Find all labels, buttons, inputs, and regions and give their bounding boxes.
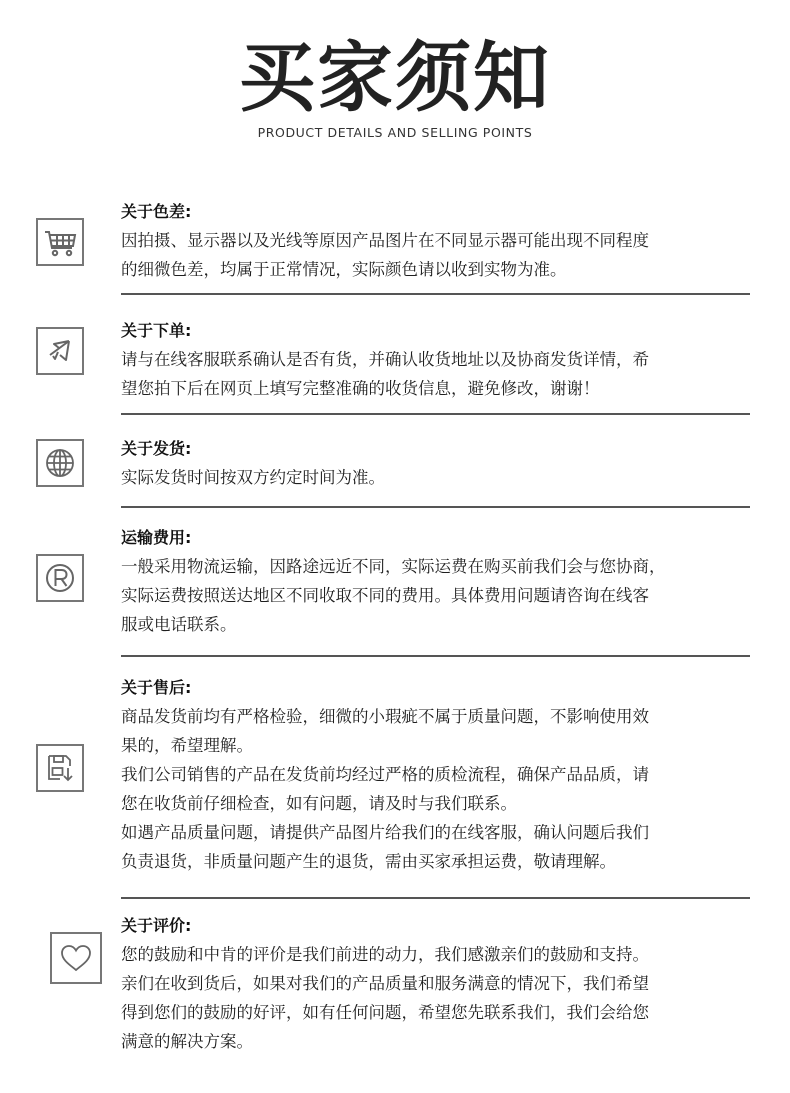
airplane-icon [36,327,84,375]
section-heading: 关于色差: [121,202,192,221]
section-line: 实际发货时间按双方约定时间为准。 [121,468,385,487]
section-text [121,317,741,403]
section-heading: 关于发货: [121,439,192,458]
section-divider [121,897,750,899]
section-line: 商品发货前均有严格检验，细微的小瑕疵不属于质量问题，不影响使用效 [121,707,649,726]
section-line: 因拍摄、显示器以及光线等原因产品图片在不同显示器可能出现不同程度 [121,231,649,250]
section-divider [121,293,750,295]
section-line: 负责退货，非质量问题产生的退货，需由买家承担运费，敬请理解。 [121,852,616,871]
section-divider [121,655,750,657]
section-text [121,524,741,639]
section-heading: 关于下单: [121,321,192,340]
section-line: 果的，希望理解。 [121,736,253,755]
page-title: 买家须知 [239,33,551,122]
globe-icon [36,439,84,487]
section-line: 请与在线客服联系确认是否有货，并确认收货地址以及协商发货详情，希 [121,350,649,369]
return-box-icon [36,744,84,792]
shopping-cart-icon [36,218,84,266]
section-line: 的细微色差，均属于正常情况，实际颜色请以收到实物为准。 [121,260,567,279]
section-text [121,674,741,876]
section-line: 我们公司销售的产品在发货前均经过严格的质检流程，确保产品品质，请 [121,765,649,784]
section-text [121,912,741,1056]
section-line: 一般采用物流运输，因路途远近不同，实际运费在购买前我们会与您协商， [121,557,666,576]
heart-icon [50,932,102,984]
section-divider [121,506,750,508]
section-divider [121,413,750,415]
section-line: 得到您们的鼓励的好评，如有任何问题，希望您先联系我们，我们会给您 [121,1003,649,1022]
section-heading: 运输费用: [121,528,192,547]
section-line: 您在收货前仔细检查，如有问题，请及时与我们联系。 [121,794,517,813]
registered-icon [36,554,84,602]
section-text [121,435,741,492]
section-line: 满意的解决方案。 [121,1032,253,1051]
page-subtitle: PRODUCT DETAILS AND SELLING POINTS [257,125,533,140]
section-line: 服或电话联系。 [121,615,237,634]
section-line: 如遇产品质量问题，请提供产品图片给我们的在线客服，确认问题后我们 [121,823,649,842]
section-line: 亲们在收到货后，如果对我们的产品质量和服务满意的情况下，我们希望 [121,974,649,993]
section-heading: 关于评价: [121,916,192,935]
section-line: 您的鼓励和中肯的评价是我们前进的动力，我们感激亲们的鼓励和支持。 [121,945,649,964]
section-text [121,198,741,284]
section-line: 望您拍下后在网页上填写完整准确的收货信息，避免修改，谢谢！ [121,379,600,398]
section-heading: 关于售后: [121,678,192,697]
section-line: 实际运费按照送达地区不同收取不同的费用。具体费用问题请咨询在线客 [121,586,649,605]
